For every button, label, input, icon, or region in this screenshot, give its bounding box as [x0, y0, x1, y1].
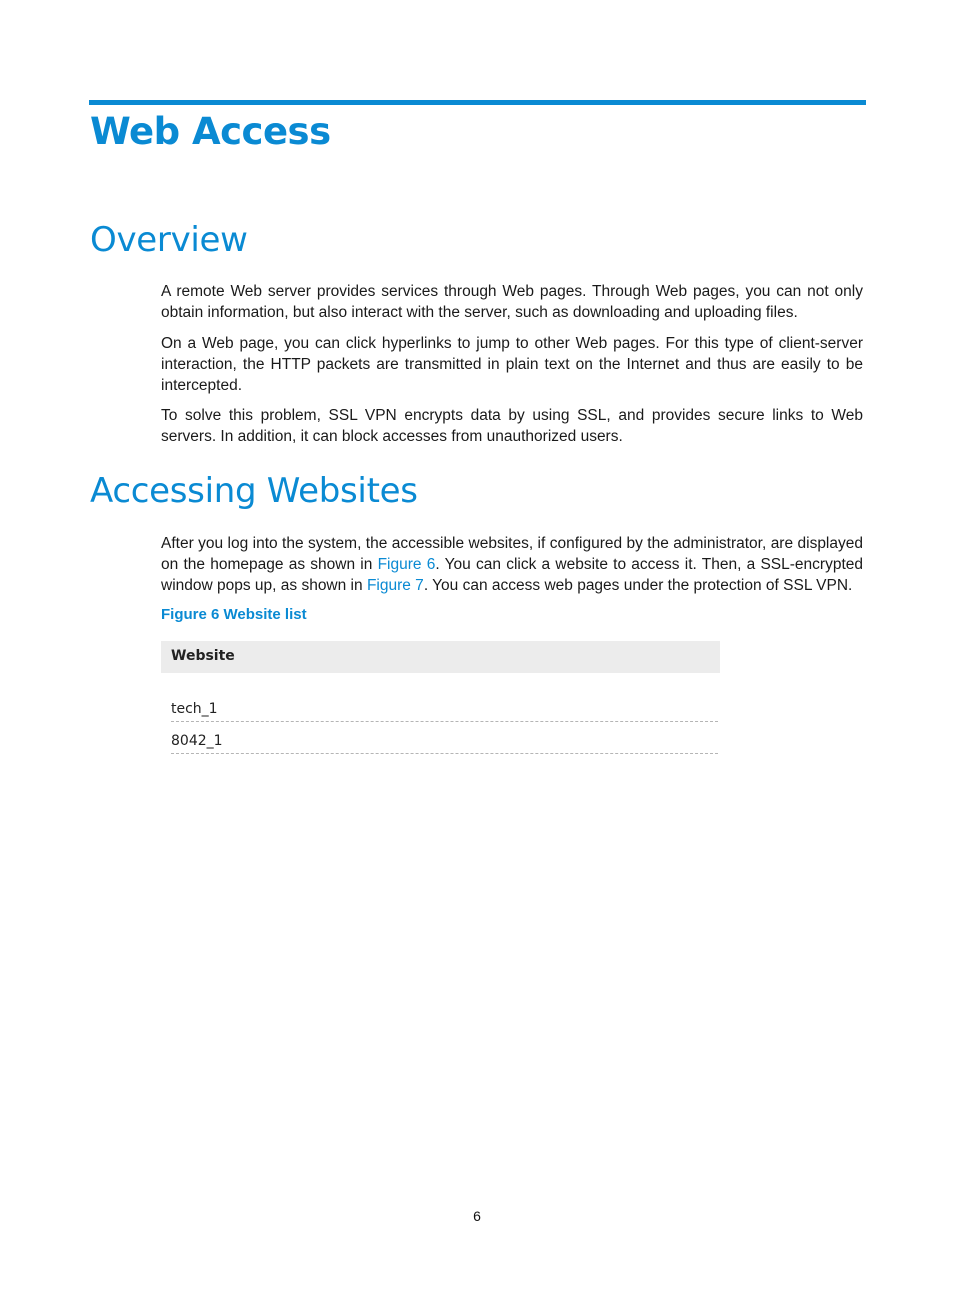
overview-paragraph: A remote Web server provides services through Web pages. Through Web pages, you can not only obtain information, but also interact with the server, such as downloading and uploading files. — [161, 283, 863, 321]
figure-6-link[interactable]: Figure 6 — [377, 556, 436, 573]
accessing-text-part2: . You can click a website to access it. Then, a SSL-encrypted window pops up, as shown in — [161, 556, 863, 594]
website-list-table — [161, 641, 720, 749]
table-row[interactable] — [171, 723, 718, 754]
accessing-paragraph — [161, 533, 863, 596]
table-row[interactable] — [171, 691, 718, 722]
accessing-text-part1: After you log into the system, the accessible websites, if configured by the administrator, are displayed on the homepage as shown in — [161, 535, 863, 573]
column-header-website: Website — [171, 648, 235, 664]
section-title-accessing-websites: Accessing Websites — [90, 471, 418, 511]
overview-paragraph: On a Web page, you can click hyperlinks to jump to other Web pages. For this type of client-server interaction, the HTTP packets are transmitted in plain text on the Internet and thus are easily to be intercepted. — [161, 335, 863, 394]
chapter-top-rule — [89, 100, 866, 105]
website-link[interactable]: tech_1 — [171, 701, 218, 717]
section-title-overview: Overview — [90, 220, 248, 260]
page-number: 6 — [473, 1208, 481, 1224]
website-link[interactable]: 8042_1 — [171, 733, 223, 749]
chapter-title: Web Access — [90, 110, 331, 153]
overview-paragraph: To solve this problem, SSL VPN encrypts data by using SSL, and provides secure links to Web servers. In addition, it can block accesses from unauthorized users. — [161, 407, 863, 445]
figure-7-link[interactable]: Figure 7 — [366, 577, 424, 594]
figure-caption: Figure 6 Website list — [161, 606, 307, 623]
accessing-text-part3: . You can access web pages under the protection of SSL VPN. — [423, 577, 853, 594]
table-header — [161, 641, 720, 673]
